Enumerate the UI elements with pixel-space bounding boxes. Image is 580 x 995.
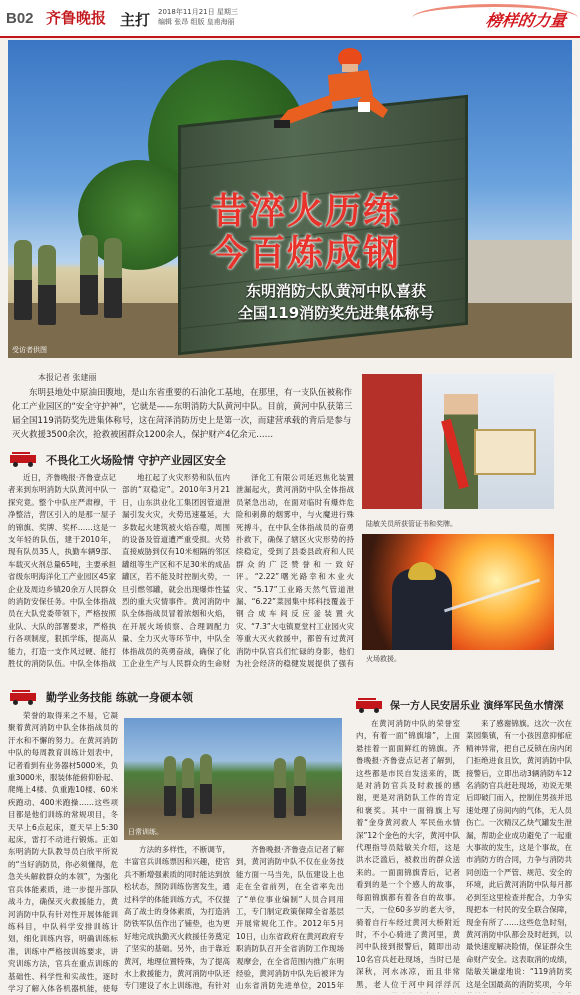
fire-engine-icon bbox=[356, 698, 382, 712]
hero-subheadline-line2: 全国119消防奖先进集体称号 bbox=[237, 304, 435, 322]
issue-meta bbox=[158, 7, 238, 27]
issue-weekday: 星期三 bbox=[216, 8, 238, 16]
fire-rescue-photo-caption: 火场救援。 bbox=[366, 655, 401, 663]
section2-heading: 勤学业务技能 练就一身硬本领 bbox=[46, 691, 193, 704]
article-lede: 东明县地处中原油田腹地，是山东省重要的石油化工基地，在那里，有一支队伍被称作化工产业园区的“安全守护神”，它就是——东明消防大队黄河中队。目前，黄河中队获第三届全国119消防奖先进集体称号，这在菏泽消防历史上是第一次，而建营承载的背后是参与灭火救援3500余次，抢救被困群众1200余人，保护财产4亿余元…… bbox=[12, 388, 353, 440]
issue-date: 2018年11月21日 bbox=[158, 8, 215, 16]
section1-heading: 不畏化工火场险情 守护产业园区安全 bbox=[46, 454, 226, 467]
newspaper-logo: 齐鲁晚报 bbox=[46, 9, 107, 27]
training-photo bbox=[124, 718, 342, 840]
hero-headline-line1: 昔淬火历练 bbox=[210, 190, 401, 232]
editors: 编辑 张昂 组版 皇甫海丽 bbox=[158, 18, 235, 26]
section2-column1: 荣誉的取得来之不易，它凝聚着黄河消防中队全体指战员的汗水和不懈的努力。在黄河消防中队的每周教育训练计划表中，记者看到有业务器材5000米，负重3000米，服装体能俯仰卧起、爬绳上4楼、负重跑10楼、60米疾跑动、400米跑操……这些项目都是他们训练的常规项目，冬天早上6点起床，夏天早上5:30起床，雷打不动进行锻炼。正如东明消防大队教导员白欣平所说的“当好消防员，你必须懂得，危急关头解救群众的本领”，为强化官兵体能素质，进一步提升部队战斗力，确保灭火救援能力，黄河消防中队有针对性开展体能训练科目，中队科学安排训练计划，细化训练内容，明确训练标准，训练中严格按训练要求，讲究训练方法，官兵在重点训练的基础性、科学性和实战性，逐时学习了解入体各机器机能，使每 bbox=[8, 711, 118, 993]
fire-engine-icon bbox=[10, 452, 36, 466]
campaign-title: 榜样的力量 bbox=[484, 11, 568, 30]
building-shape bbox=[462, 240, 572, 310]
award-photo bbox=[362, 374, 554, 509]
hero-photo bbox=[8, 40, 572, 358]
byline: 本报记者 张建丽 bbox=[38, 373, 97, 382]
campaign-banner bbox=[410, 0, 580, 36]
section3-column1: 在黄河消防中队的荣誉室内，有着一面“锦旗墙”，上面悬挂着一面面鲜红的锦旗。齐鲁晚报·齐鲁壹点记者了解到，这些都是市民自发送来的，既是对消防官兵及时救援的感谢，更是对消防队工作的肯定和褒奖。其中一面锦旗上写着“金身黄河救人 军民鱼水情深”12个金色的大字，黄河中队代理指导员陆敏关介绍，这是洪水泛滥后，被救出的群众送来的。一面面锦旗背后，记者看到的是一个个感人的故事，每面锦旗都有着各自的故事。一天，一位60多岁的老大爷，骑着自行车经过黄河大桥附近时，不小心骑进了黄河里，黄河中队接到报警后，随即出动10名官兵赶赴现场，当时已是深秋，河水冰凉，而且非常黑，老人位于河中间浮浮沉 bbox=[356, 719, 460, 989]
page-number: B02 bbox=[6, 10, 34, 27]
section3-column2: 来了感谢锦旗。这次一次在菜园集镇，有一小孩因意抑郁症精神异常，把自己反锁在房内闭门拒绝进食且饮，黄河消防中队接警后，立即出动3辆消防车12名消防官兵赶赴现场，劝说无果后即破门而入，控制住男孩并迅速处理了房间内的气体，无人员伤亡。一次精汉乙炔气罐发生泄漏，帮助企业成功避免了一起重大事故的发生，这是个事故，在市消防方的合同，力争与消防共同创造一个严管、规范、安全的环境，此后黄河消防中队每月都必到至这里检查并配合，力争实现把本一村民的安全联合保障，现金有所了……这些危急时刻，黄河消防中队都会及时赶到，以最快速度解决险情，保证群众生命财产安全。这表取消的成绩，陆敏关谦虚地说：“119消防奖这是全国最高的消防奖项，今年 bbox=[466, 719, 572, 989]
hero-headline-line2: 今百炼成钢 bbox=[210, 232, 401, 274]
award-photo-caption: 陆敏关员所获管证书和奖牌。 bbox=[366, 520, 457, 528]
hero-headline bbox=[196, 190, 416, 274]
section2-column3: 齐鲁晚报·齐鲁壹点记者了解到，黄河消防中队不仅在业务技能方面一马当先，队伍建设上也走在全省前列，在全省率先出了“单位事业编制”人员合同用工，专门制定政策保障全省基层开展常规化工作。2012年5月10日，山东省政府在黄河政府专职消防队召开全省消防工作现场观摩会，在全省范围内推广东明经验，黄河消防中队先后被评为山东省消防先进单位，2015年 bbox=[236, 845, 344, 991]
section3-heading: 保一方人民安居乐业 演绎军民鱼水情深 bbox=[390, 701, 564, 712]
firefighter-figure bbox=[258, 40, 398, 135]
section1-column2: 地扛起了火灾形势和队伍内部的“双稳定”。2010年3月21日，山东洪业化工集团因管道泄漏引发火灾，火势迅速蔓延，大多数起火建筑被火焰吞噬，周围的设备及管道遭严重受损。火势直接威胁到仅有10米相隔的邻区罐组等生产区和不足30米的成品罐区，若不能及时控制火势，一旦引燃邻罐，就会出现爆炸性猛烈的重大灾情事件。黄河消防中队全体指战员冒着浓烟和火焰，在开展火场侦察、合理调配力量、全力灭火等环节中，中队全体指战员的英勇奋战，确保了化工企业生产与人民群众的生命财 bbox=[122, 473, 230, 669]
fire-engine-icon bbox=[10, 690, 36, 704]
fire-rescue-photo bbox=[362, 534, 554, 650]
training-photo-caption: 日常训练。 bbox=[128, 828, 163, 836]
hero-credit: 受访者供图 bbox=[12, 346, 47, 354]
hero-subheadline-line1: 东明消防大队黄河中队喜获 bbox=[245, 282, 426, 300]
hero-subheadline bbox=[196, 280, 476, 324]
section-name: 主打 bbox=[120, 11, 151, 29]
page-header bbox=[0, 0, 580, 38]
section1-column3: 泽化工有限公司延迟焦化装置泄漏起火，黄河消防中队全体指战员紧急出动，在面对临时有爆炸危险和刺鼻的烟雾中，与火魔进行殊死搏斗，在中队全体指战员的奋勇扑救下，确保了辖区火灾形势的持续稳定，受到了县委县政府和人民群众的广泛赞誉和一致好评。“2.22”曙光路幸和木业火灾、“5.17”工业路天然气管道泄漏、“6.22”菜园集中邦科技覆盖于钢合成车间反应釜装置火灾、“7.3”大屯镇夏堂村工业园火灾等重大灭火救援中，都曾有过黄河消防中队官兵们忙碌的身影，他们为社会经济的稳健发展提供了强有 bbox=[236, 473, 354, 669]
section1-column1: 近日，齐鲁晚报·齐鲁壹点记者来到东明消防大队黄河中队一探究竟。整个中队庄严肃穆，干净整洁，营区引入的是那一屋子的锦旗、奖牌、奖杯……这是一支年轻的队伍，建于2010年，现有队员35人，执勤车辆9部、车载灭火剂总量65吨，主要承担省级东明海洋化工产业园区45家企业及周边乡镇20余万人民群众的消防安保任务。中队全体指战员在大队党委带领下，严格按照业队、大队的部署要求，严格执行各项制度，狠抓学练，提高从能力，打造一支作风过硬、能打胜仗的消防队伍。中队全体指战 bbox=[8, 473, 116, 669]
section2-column2: 方法的多样性，不断调节，丰富官兵训练票因和兴趣，使官兵不断增强素质的同时能达到放松状态，预防训练伤害发生，通过科学的体能训练方式，不仅提高了战士的身体素质，为打造消防铁军队伍作出了铺垫，也为更好地完成执勤灭火救援任务奠定了坚实的基础。另外，由于靠近黄河，地理位置特殊，为了提高水上救援能力，黄河消防中队还专门建设了水上训练池，有针对 bbox=[124, 845, 230, 991]
